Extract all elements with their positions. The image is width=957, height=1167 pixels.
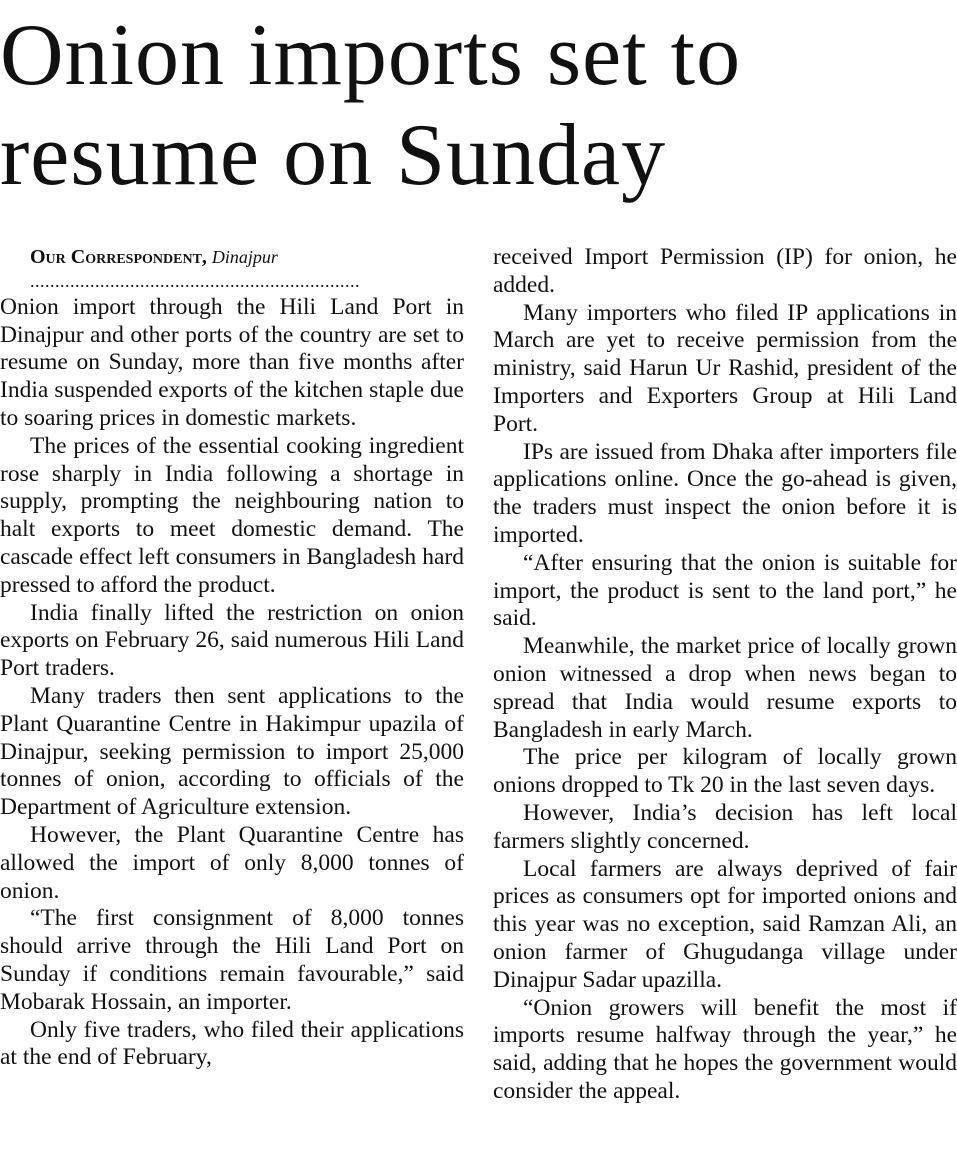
byline-author: Our Correspondent, xyxy=(30,246,207,268)
paragraph: Many importers who filed IP applications in March are yet to receive permission from the ministry, said Harun Ur Rashid, president of the Importers and Exporters Group at Hili Land Port. xyxy=(493,299,957,437)
byline-separator: .................................................................. xyxy=(30,271,360,291)
paragraph: However, the Plant Quarantine Centre has allowed the import of only 8,000 tonnes of onion. xyxy=(0,821,464,904)
paragraph: Local farmers are always deprived of fair prices as consumers opt for imported onions and this year was no exception, said Ramzan Ali, an onion farmer of Ghugudanga village under Dinajpur Sadar upazilla. xyxy=(493,855,957,993)
paragraph: Meanwhile, the market price of locally grown onion witnessed a drop when news began to spread that India would resume exports to Bangladesh in early March. xyxy=(493,633,957,743)
paragraph: IPs are issued from Dhaka after importers file applications online. Once the go-ahead is given, the traders must inspect the onion before it is imported. xyxy=(493,438,957,548)
paragraph: The prices of the essential cooking ingredient rose sharply in India following a shortage in supply, prompting the neighbouring nation to halt exports to meet domestic demand. The cascade effect left consumers in Bangladesh hard pressed to afford the product. xyxy=(0,432,464,598)
headline-line-1: Onion imports set to xyxy=(0,7,742,104)
paragraph-continued: received Import Permission (IP) for onion, he added. xyxy=(493,244,957,298)
paragraph: “Onion growers will benefit the most if imports resume halfway through the year,” he said, adding that he hopes the government would consider the appeal. xyxy=(493,994,957,1104)
paragraph: India finally lifted the restriction on onion exports on February 26, said numerous Hili Land Port traders. xyxy=(0,599,464,682)
paragraph: Onion import through the Hili Land Port in Dinajpur and other ports of the country are set to resume on Sunday, more than five months after India suspended exports of the kitchen staple due to soaring prices in domestic markets. xyxy=(0,293,464,431)
byline-place: Dinajpur xyxy=(211,247,278,267)
paragraph: Only five traders, who filed their applications at the end of February, xyxy=(0,1016,464,1071)
article-column-left xyxy=(0,244,464,1164)
byline xyxy=(0,244,464,272)
article-column-right xyxy=(493,244,957,1164)
headline xyxy=(0,6,957,206)
paragraph: The price per kilogram of locally grown onions dropped to Tk 20 in the last seven days. xyxy=(493,744,957,799)
headline-line-2: resume on Sunday xyxy=(0,107,667,204)
paragraph: However, India’s decision has left local farmers slightly concerned. xyxy=(493,799,957,854)
paragraph: Many traders then sent applications to the Plant Quarantine Centre in Hakimpur upazila of Dinajpur, seeking permission to import 25,000 tonnes of onion, according to officials of the Department of Agriculture extension. xyxy=(0,682,464,821)
paragraph: “The first consignment of 8,000 tonnes should arrive through the Hili Land Port on Sunday if conditions remain favourable,” said Mobarak Hossain, an importer. xyxy=(0,905,464,1015)
paragraph: “After ensuring that the onion is suitable for import, the product is sent to the land port,” he said. xyxy=(493,549,957,632)
